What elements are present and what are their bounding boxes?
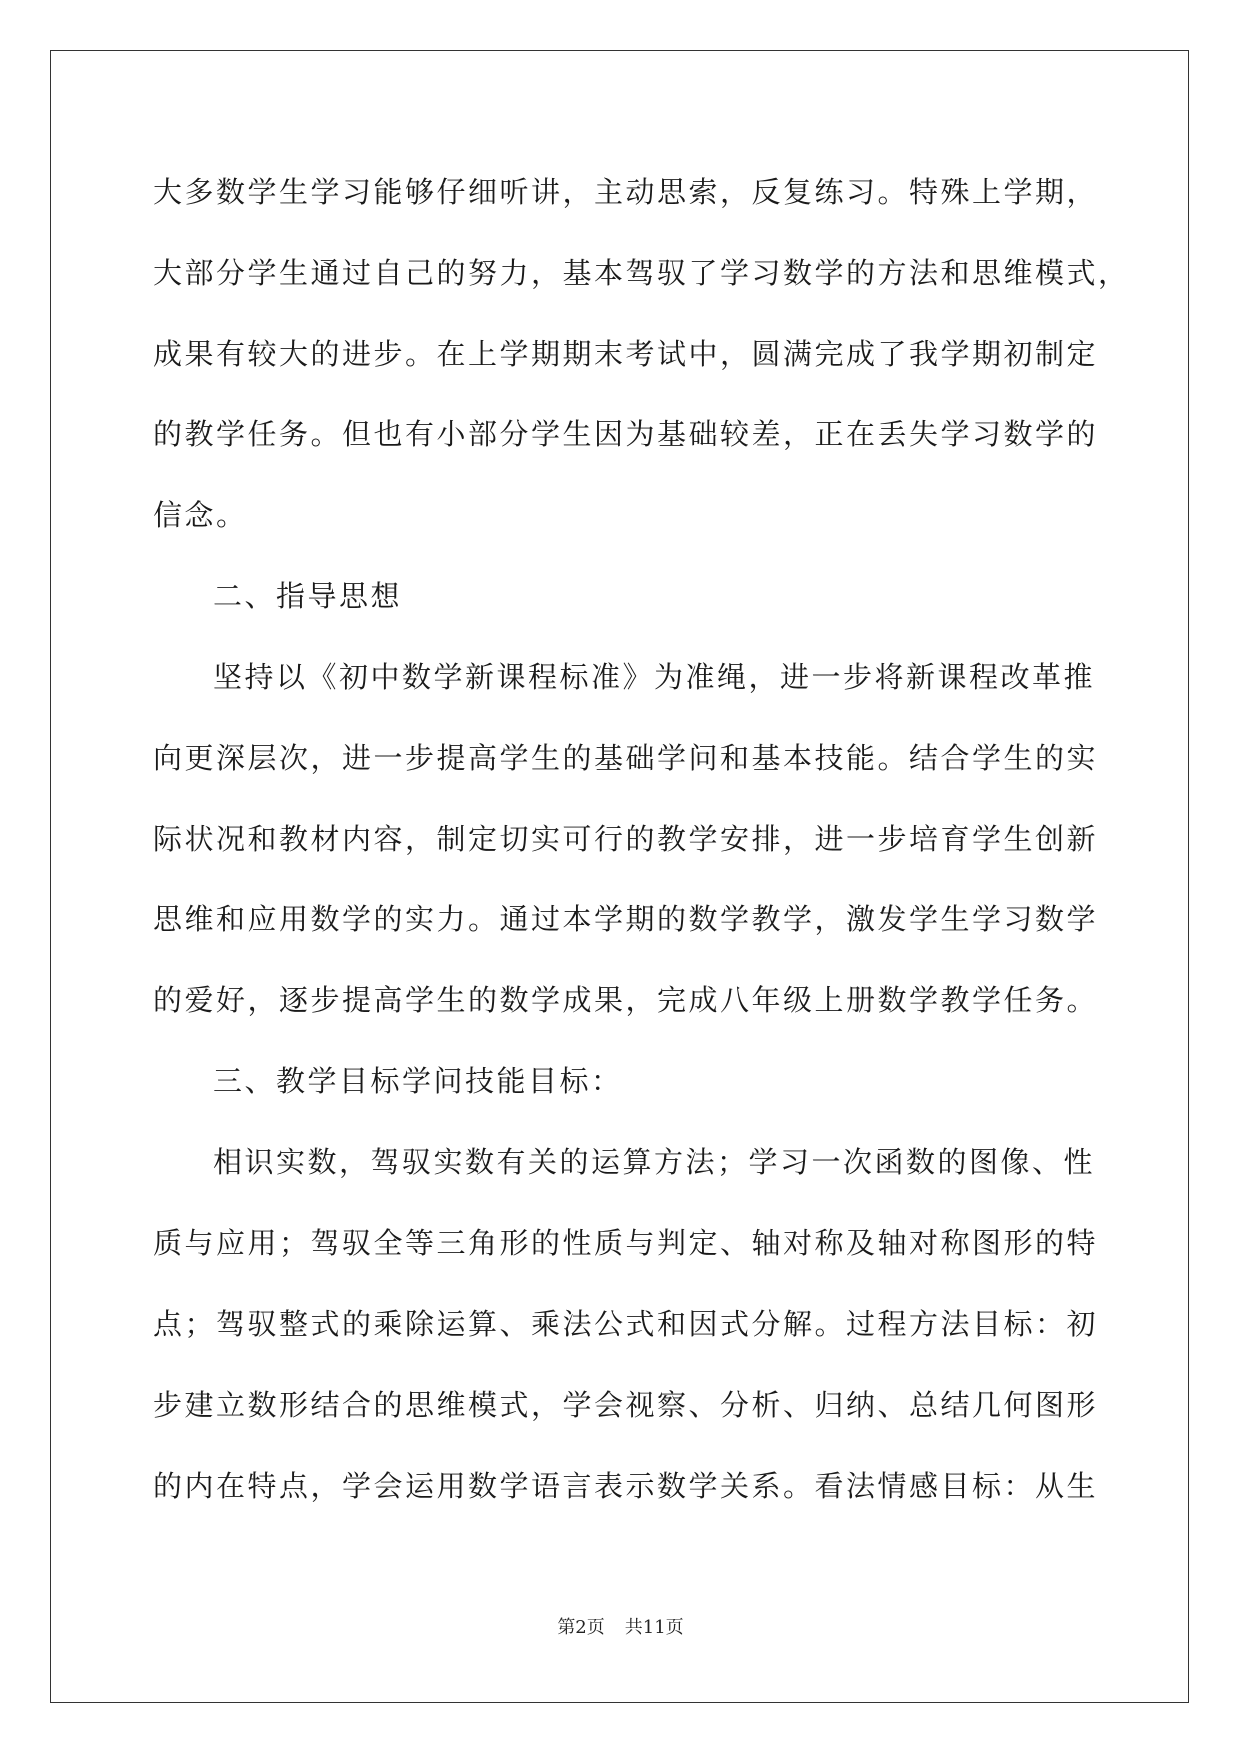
section-heading: 三、教学目标学问技能目标： — [213, 1064, 623, 1098]
text-line: 信念。 — [153, 498, 248, 532]
text-line: 向更深层次，进一步提高学生的基础学问和基本技能。结合学生的实 — [153, 741, 1099, 775]
text-line: 质与应用；驾驭全等三角形的性质与判定、轴对称及轴对称图形的特 — [153, 1226, 1099, 1260]
text-line: 相识实数，驾驭实数有关的运算方法；学习一次函数的图像、性 — [213, 1145, 1096, 1179]
text-line: 坚持以《初中数学新课程标准》为准绳，进一步将新课程改革推 — [213, 660, 1096, 694]
page-border — [50, 50, 1189, 1703]
text-line: 大多数学生学习能够仔细听讲，主动思索，反复练习。特殊上学期， — [153, 175, 1099, 209]
page-total: 共11页 — [624, 1617, 684, 1638]
text-line: 思维和应用数学的实力。通过本学期的数学教学，激发学生学习数学 — [153, 902, 1099, 936]
text-line: 步建立数形结合的思维模式，学会视察、分析、归纳、总结几何图形 — [153, 1388, 1099, 1422]
page-footer — [0, 1616, 1241, 1640]
section-heading: 二、指导思想 — [213, 579, 403, 613]
text-line: 的内在特点，学会运用数学语言表示数学关系。看法情感目标：从生 — [153, 1469, 1099, 1503]
text-line: 际状况和教材内容，制定切实可行的教学安排，进一步培育学生创新 — [153, 822, 1099, 856]
text-line: 点；驾驭整式的乘除运算、乘法公式和因式分解。过程方法目标：初 — [153, 1307, 1099, 1341]
text-line: 的教学任务。但也有小部分学生因为基础较差，正在丢失学习数学的 — [153, 417, 1099, 451]
text-line: 的爱好，逐步提高学生的数学成果，完成八年级上册数学教学任务。 — [153, 983, 1099, 1017]
text-line: 大部分学生通过自己的努力，基本驾驭了学习数学的方法和思维模式， — [153, 256, 1130, 290]
page-number: 第2页 — [557, 1617, 605, 1638]
text-line: 成果有较大的进步。在上学期期末考试中，圆满完成了我学期初制定 — [153, 337, 1099, 371]
